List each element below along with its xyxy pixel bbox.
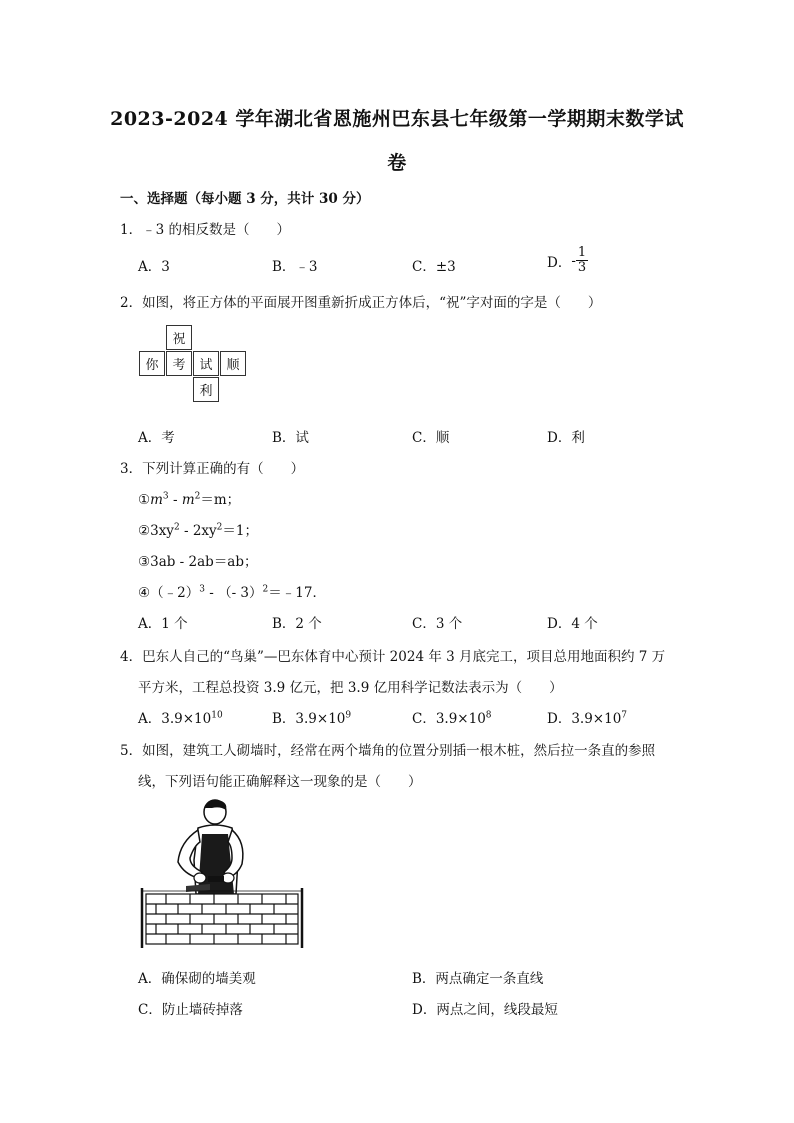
section-heading: 一、选择题（每小题 3 分，共计 30 分） xyxy=(120,191,370,207)
q2-option-d: D．利 xyxy=(547,430,585,446)
q3-item2 xyxy=(138,519,258,539)
q1-option-a: A．3 xyxy=(138,259,170,275)
q3-option-c: C．3 个 xyxy=(412,616,463,632)
q4-a-exp: 10 xyxy=(211,710,223,721)
q3-option-d: D．4 个 xyxy=(547,616,598,632)
q3-item1-number: ① xyxy=(138,492,151,508)
q5-stem-line1: 5．如图，建筑工人砌墙时，经常在两个墙角的位置分别插一根木桩，然后拉一条直的参照 xyxy=(120,743,656,759)
q5-option-a: A．确保砌的墙美观 xyxy=(138,971,256,987)
q4-d-base: D．3.9×10 xyxy=(547,711,622,727)
q3-item4-exp1: 3 xyxy=(199,584,205,595)
q3-item2-result: ＝1； xyxy=(222,523,258,539)
q3-item1-result: ＝m； xyxy=(200,492,241,508)
bricklayer-illustration xyxy=(138,798,308,952)
q4-option-a xyxy=(138,707,223,727)
q2-option-a: A．考 xyxy=(138,430,175,446)
q1-d-numerator: 1 xyxy=(577,245,587,260)
q4-option-d xyxy=(547,707,627,727)
net-cell-left: 你 xyxy=(139,351,165,376)
q1-option-b: B．﹣3 xyxy=(272,259,318,275)
q5-option-c: C．防止墙砖掉落 xyxy=(138,1002,243,1018)
net-cell-right: 顺 xyxy=(220,351,246,376)
q3-item2-term1: 3xy xyxy=(150,523,174,539)
q1-d-prefix: D． xyxy=(547,254,572,271)
q3-item3-number: ③ xyxy=(138,554,151,570)
q1-d-denominator: 3 xyxy=(577,260,587,275)
q3-option-b: B．2 个 xyxy=(272,616,322,632)
q1-stem: 1．﹣3 的相反数是（ ） xyxy=(120,222,290,238)
q3-item4-base2: - （- 3） xyxy=(204,585,263,601)
q4-c-exp: 8 xyxy=(485,710,492,721)
net-cell-center2: 试 xyxy=(193,351,219,376)
q3-item2-exp2: 2 xyxy=(216,522,223,533)
q4-stem-line2: 平方米，工程总投资 3.9 亿元，把 3.9 亿用科学记数法表示为（ ） xyxy=(138,680,563,696)
exam-title-line2: 卷 xyxy=(387,152,407,174)
net-cell-center1: 考 xyxy=(166,351,192,376)
q4-option-c xyxy=(412,707,492,727)
q3-item1-exp2: 2 xyxy=(194,491,201,502)
q4-option-b xyxy=(272,707,351,727)
q3-item4-result: ＝﹣17． xyxy=(268,585,326,601)
q3-option-a: A．1 个 xyxy=(138,616,188,632)
exam-title-line1: 2023-2024 学年湖北省恩施州巴东县七年级第一学期期末数学试 xyxy=(110,108,684,130)
q2-option-c: C．顺 xyxy=(412,430,450,446)
q2-stem: 2．如图，将正方体的平面展开图重新折成正方体后，“祝”字对面的字是（ ） xyxy=(120,295,602,311)
q1-d-sign: - xyxy=(571,252,576,269)
brick-wall xyxy=(146,894,298,944)
q4-stem-line1: 4．巴东人自己的“鸟巢”—巴东体育中心预计 2024 年 3 月底完工，项目总用地面积约 7 万 xyxy=(120,649,666,665)
q3-item3-expression: 3ab - 2ab＝ab； xyxy=(150,554,258,570)
q3-item3 xyxy=(138,550,258,570)
q5-stem-line2: 线，下列语句能正确解释这一现象的是（ ） xyxy=(138,774,422,790)
q4-a-base: A．3.9×10 xyxy=(138,711,212,727)
q1-d-fraction xyxy=(576,246,588,275)
q3-item4-exp2: 2 xyxy=(262,584,269,595)
q2-option-b: B．试 xyxy=(272,430,309,446)
q3-item1 xyxy=(138,488,240,508)
q3-item2-number: ② xyxy=(138,523,151,539)
q1-option-d xyxy=(547,246,588,275)
q3-item2-term2: - 2xy xyxy=(179,523,217,539)
q3-item1-op: - xyxy=(168,492,182,508)
q3-stem: 3．下列计算正确的有（ ） xyxy=(120,461,305,477)
q4-c-base: C．3.9×10 xyxy=(412,711,486,727)
q4-b-exp: 9 xyxy=(345,710,352,721)
q3-item1-exp1: 3 xyxy=(162,491,169,502)
q3-item1-term2: m xyxy=(181,492,195,508)
q4-b-base: B．3.9×10 xyxy=(272,711,346,727)
q5-option-b: B．两点确定一条直线 xyxy=(412,971,544,987)
q3-item4-base1: （﹣2） xyxy=(150,585,200,601)
q3-item4 xyxy=(138,581,326,601)
q5-option-d: D．两点之间，线段最短 xyxy=(412,1002,558,1018)
q3-item4-number: ④ xyxy=(138,585,151,601)
net-cell-top: 祝 xyxy=(166,325,192,350)
net-cell-bottom: 利 xyxy=(193,377,219,402)
q4-d-exp: 7 xyxy=(621,710,628,721)
q3-item2-exp1: 2 xyxy=(173,522,180,533)
q3-item1-term1: m xyxy=(150,492,163,508)
q1-option-c: C．±3 xyxy=(412,259,456,275)
